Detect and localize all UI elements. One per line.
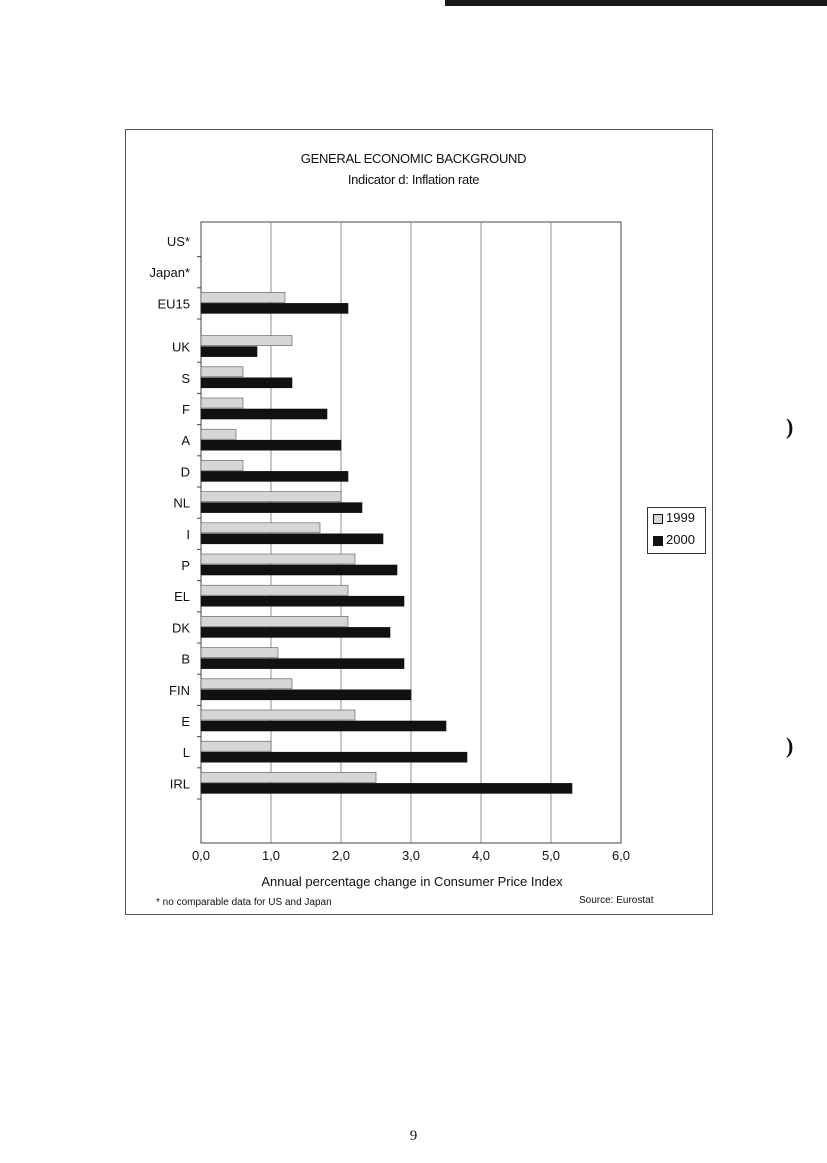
y-category-label: Japan* xyxy=(149,265,190,281)
bar-1999-uk xyxy=(201,336,292,346)
bar-1999-nl xyxy=(201,492,341,502)
bar-1999-e xyxy=(201,710,355,720)
bar-2000-b xyxy=(201,659,404,669)
bar-1999-b xyxy=(201,648,278,658)
bar-1999-f xyxy=(201,398,243,408)
legend-swatch-1999 xyxy=(653,514,663,524)
margin-bracket-mark: ) xyxy=(786,733,794,758)
bar-2000-el xyxy=(201,596,404,606)
bar-2000-a xyxy=(201,440,341,450)
y-category-label: EL xyxy=(174,589,190,605)
y-category-label: US* xyxy=(166,234,190,249)
bar-2000-d xyxy=(201,471,348,481)
legend-item-2000 xyxy=(648,530,705,552)
bar-2000-irl xyxy=(201,783,572,793)
bar-1999-fin xyxy=(201,679,292,689)
bar-2000-nl xyxy=(201,503,362,513)
legend-label-1999: 1999 xyxy=(666,510,695,525)
y-category-label: IRL xyxy=(169,776,190,792)
chart-footnote: * no comparable data for US and Japan xyxy=(156,897,332,908)
x-axis-label: Annual percentage change in Consumer Price Index xyxy=(261,874,563,889)
chart-legend xyxy=(647,507,706,554)
x-tick-label: 4,0 xyxy=(471,848,491,863)
bar-2000-uk xyxy=(201,347,257,357)
bar-2000-i xyxy=(201,534,383,544)
y-category-label: FIN xyxy=(169,682,190,698)
bar-1999-p xyxy=(201,554,355,564)
bar-2000-fin xyxy=(201,690,411,700)
y-category-label: L xyxy=(182,745,190,761)
chart-source: Source: Eurostat xyxy=(579,895,654,906)
legend-label-2000: 2000 xyxy=(666,532,695,547)
y-category-label: S xyxy=(181,370,190,386)
x-tick-label: 3,0 xyxy=(401,848,421,863)
y-category-label: P xyxy=(181,558,190,573)
bar-1999-i xyxy=(201,523,320,533)
y-category-label: UK xyxy=(171,339,190,355)
y-category-label: EU15 xyxy=(157,296,190,312)
x-tick-label: 0,0 xyxy=(191,848,211,863)
x-tick-label: 6,0 xyxy=(611,848,631,863)
bar-1999-irl xyxy=(201,772,376,782)
y-category-label: A xyxy=(181,433,190,449)
y-category-label: F xyxy=(182,402,190,417)
x-tick-label: 2,0 xyxy=(331,848,351,863)
y-category-label: E xyxy=(181,714,190,729)
y-category-label: DK xyxy=(171,620,190,636)
y-category-label: D xyxy=(180,464,190,480)
bar-2000-p xyxy=(201,565,397,575)
bar-1999-eu15 xyxy=(201,292,285,302)
bar-2000-e xyxy=(201,721,446,731)
chart-title: GENERAL ECONOMIC BACKGROUND xyxy=(300,151,527,166)
bar-1999-el xyxy=(201,585,348,595)
bar-1999-d xyxy=(201,460,243,470)
bar-1999-l xyxy=(201,741,271,751)
margin-bracket-mark: ) xyxy=(786,414,794,439)
x-tick-label: 5,0 xyxy=(541,848,561,863)
x-tick-label: 1,0 xyxy=(261,848,281,863)
bar-1999-a xyxy=(201,429,236,439)
bar-1999-s xyxy=(201,367,243,377)
y-category-label: B xyxy=(181,651,190,667)
legend-swatch-2000 xyxy=(653,536,663,546)
bar-1999-dk xyxy=(201,616,348,626)
bar-2000-l xyxy=(201,752,467,762)
page-number: 9 xyxy=(409,1128,418,1144)
legend-item-1999 xyxy=(648,508,705,530)
y-category-label: NL xyxy=(173,495,190,511)
bar-2000-eu15 xyxy=(201,303,348,313)
bar-2000-f xyxy=(201,409,327,419)
bar-2000-dk xyxy=(201,627,390,637)
bar-2000-s xyxy=(201,378,292,388)
chart-subtitle: Indicator d: Inflation rate xyxy=(347,172,480,187)
y-category-label: I xyxy=(186,526,190,542)
